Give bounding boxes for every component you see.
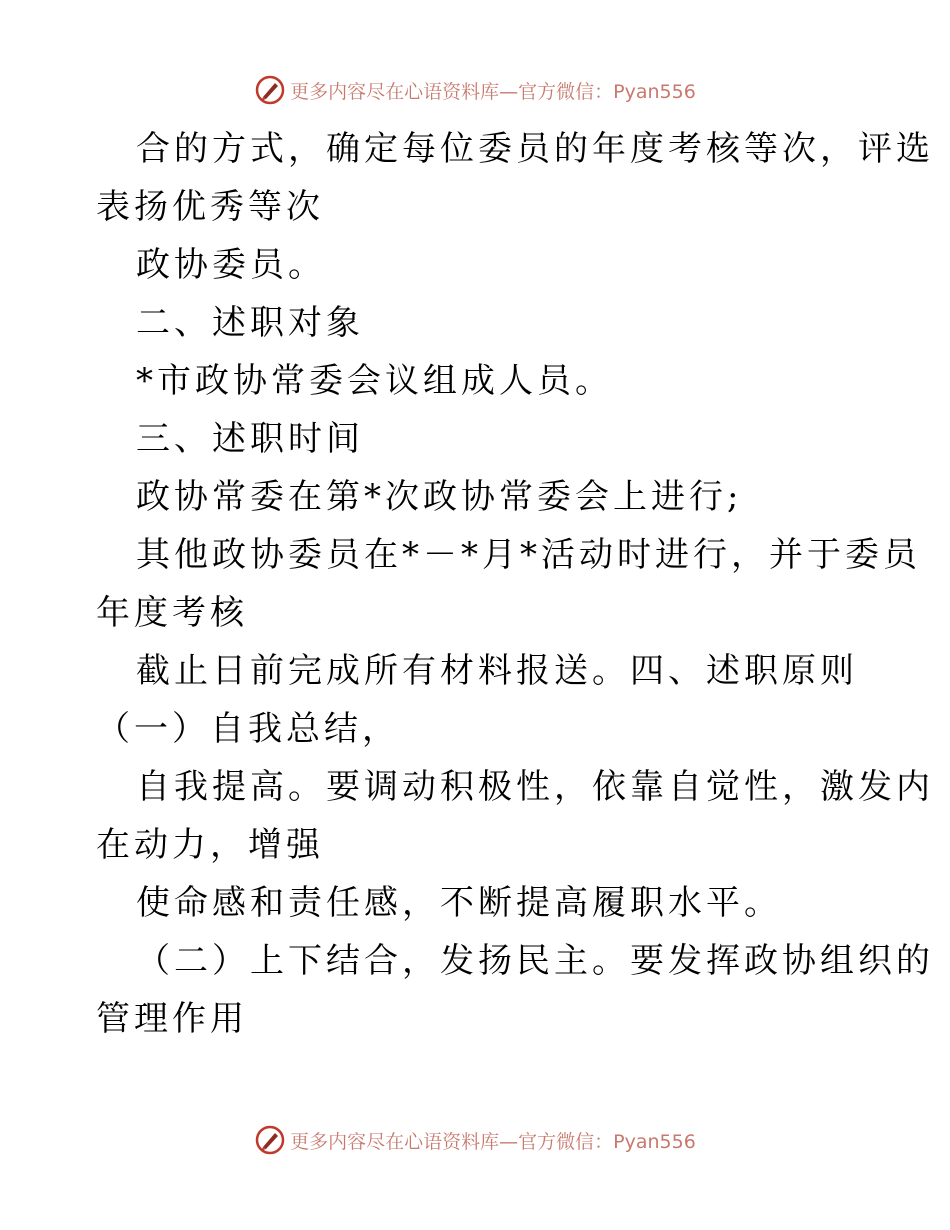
section-heading: 三、述职时间 [136, 419, 364, 459]
paragraph-line: 表扬优秀等次 [96, 187, 324, 227]
section-heading: 二、述职对象 [136, 303, 364, 343]
pen-logo-icon [254, 1124, 286, 1156]
subsection-heading: （一）自我总结， [96, 709, 400, 749]
paragraph-line: 自我提高。要调动积极性，依靠自觉性，激发内 [136, 767, 934, 807]
paragraph-line: *市政协常委会议组成人员。 [136, 361, 613, 401]
paragraph-line: 在动力，增强 [96, 825, 324, 865]
footer-watermark [0, 1122, 950, 1158]
paragraph-line: 政协常委在第*次政协常委会上进行; [136, 477, 743, 517]
paragraph-line: 其他政协委员在*－*月*活动时进行，并于委员 [136, 535, 921, 575]
paragraph-line: 截止日前完成所有材料报送。四、述职原则 [136, 651, 858, 691]
document-body [96, 120, 934, 1048]
subsection-heading: （二）上下结合，发扬民主。要发挥政协组织的 [136, 941, 934, 981]
pen-logo-icon [254, 74, 286, 106]
paragraph-line: 政协委员。 [136, 245, 326, 285]
header-watermark [0, 72, 950, 108]
header-watermark-text: 更多内容尽在心语资料库—官方微信：Pyan556 [290, 80, 696, 103]
paragraph-line: 使命感和责任感，不断提高履职水平。 [136, 883, 782, 923]
footer-watermark-text: 更多内容尽在心语资料库—官方微信：Pyan556 [290, 1130, 696, 1153]
paragraph-line: 管理作用 [96, 999, 248, 1039]
paragraph-line: 合的方式，确定每位委员的年度考核等次，评选 [136, 129, 934, 169]
paragraph-line: 年度考核 [96, 593, 248, 633]
